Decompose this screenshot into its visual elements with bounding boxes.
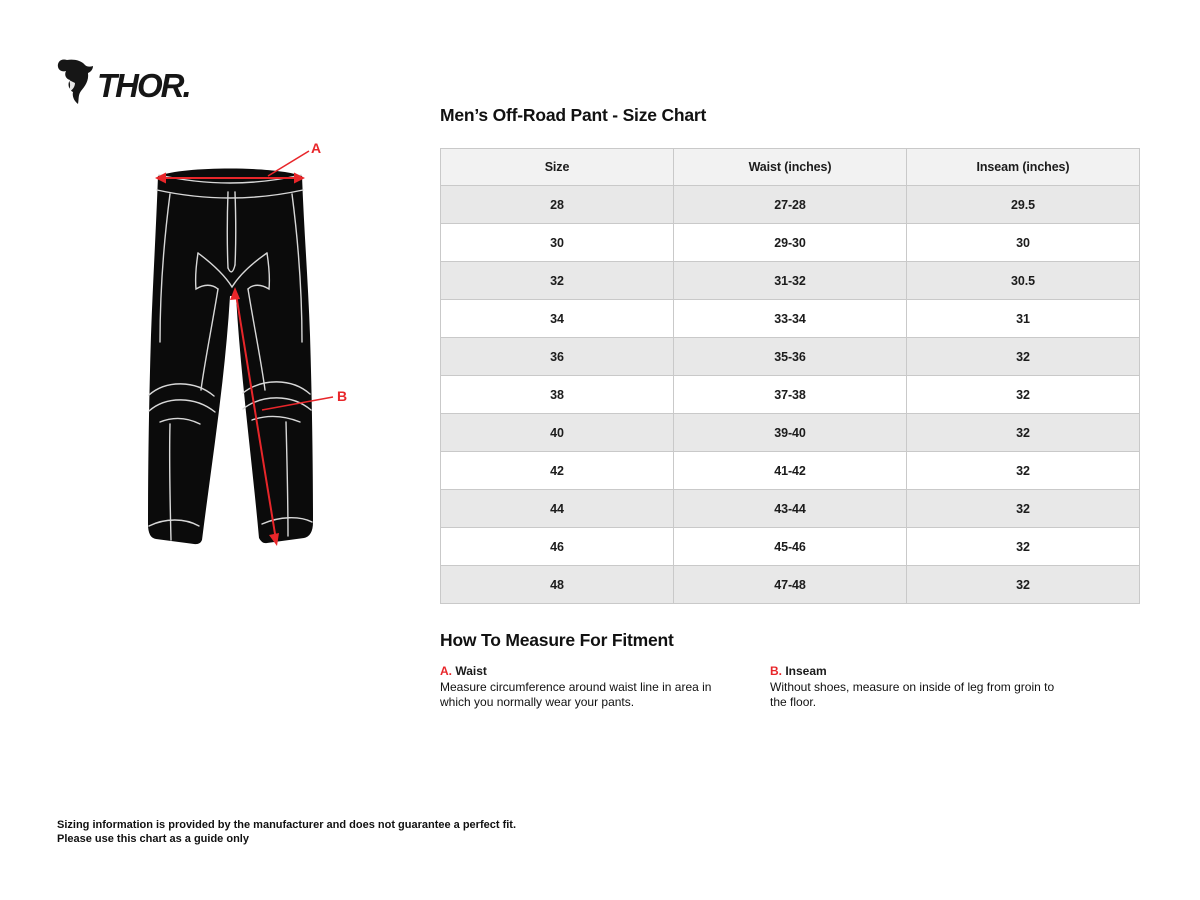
table-cell: 32 <box>907 414 1140 452</box>
table-row <box>441 414 1140 452</box>
table-row <box>441 262 1140 300</box>
table-cell: 35-36 <box>674 338 907 376</box>
column-header-inseam: Inseam (inches) <box>907 149 1140 186</box>
table-cell: 48 <box>441 566 674 604</box>
table-header-row <box>441 149 1140 186</box>
table-cell: 32 <box>907 528 1140 566</box>
table-cell: 30 <box>907 224 1140 262</box>
table-cell: 32 <box>907 452 1140 490</box>
measure-inseam-name: Inseam <box>785 664 827 678</box>
table-cell: 32 <box>907 566 1140 604</box>
measure-waist-name: Waist <box>455 664 487 678</box>
thor-logo <box>57 56 197 110</box>
table-cell: 29-30 <box>674 224 907 262</box>
pant-measurement-diagram <box>140 130 360 610</box>
inseam-measure-label: B <box>337 388 348 404</box>
size-table-wrap <box>440 148 1140 604</box>
pant-illustration <box>140 130 360 610</box>
table-cell: 31 <box>907 300 1140 338</box>
how-to-measure-section <box>440 630 1140 709</box>
table-cell: 36 <box>441 338 674 376</box>
page-title: Men’s Off-Road Pant - Size Chart <box>440 105 707 125</box>
table-row <box>441 452 1140 490</box>
table-cell: 45-46 <box>674 528 907 566</box>
table-row <box>441 300 1140 338</box>
measure-item-inseam <box>770 664 1100 709</box>
size-table <box>440 148 1140 604</box>
waist-measure-label: A <box>311 140 322 156</box>
table-row <box>441 186 1140 224</box>
table-cell: 32 <box>907 376 1140 414</box>
table-cell: 38 <box>441 376 674 414</box>
table-cell: 47-48 <box>674 566 907 604</box>
table-cell: 31-32 <box>674 262 907 300</box>
table-cell: 30 <box>441 224 674 262</box>
disclaimer-line-2: Please use this chart as a guide only <box>57 833 249 846</box>
table-cell: 46 <box>441 528 674 566</box>
waist-label-leader <box>268 151 309 176</box>
table-cell: 29.5 <box>907 186 1140 224</box>
measure-inseam-text: Without shoes, measure on inside of leg from groin to the floor. <box>770 680 1055 709</box>
thor-logo-graphic <box>57 56 197 110</box>
table-cell: 30.5 <box>907 262 1140 300</box>
measure-waist-text: Measure circumference around waist line in area in which you normally wear your pants. <box>440 680 712 709</box>
table-row <box>441 376 1140 414</box>
table-cell: 44 <box>441 490 674 528</box>
column-header-waist: Waist (inches) <box>674 149 907 186</box>
table-cell: 41-42 <box>674 452 907 490</box>
table-cell: 43-44 <box>674 490 907 528</box>
table-cell: 40 <box>441 414 674 452</box>
table-cell: 33-34 <box>674 300 907 338</box>
measure-inseam-label <box>770 664 1070 678</box>
table-cell: 39-40 <box>674 414 907 452</box>
thor-logo-text: THOR. <box>97 67 190 104</box>
measure-item-waist <box>440 664 770 709</box>
how-to-measure-heading: How To Measure For Fitment <box>440 630 674 650</box>
table-cell: 28 <box>441 186 674 224</box>
thor-ram-icon <box>58 59 93 104</box>
measure-inseam-prefix: B. <box>770 664 782 678</box>
table-row <box>441 490 1140 528</box>
table-cell: 32 <box>441 262 674 300</box>
table-cell: 34 <box>441 300 674 338</box>
pant-silhouette <box>148 169 313 545</box>
table-row <box>441 338 1140 376</box>
table-row <box>441 224 1140 262</box>
table-cell: 37-38 <box>674 376 907 414</box>
measure-waist-label <box>440 664 740 678</box>
table-cell: 27-28 <box>674 186 907 224</box>
table-cell: 42 <box>441 452 674 490</box>
table-cell: 32 <box>907 338 1140 376</box>
measure-waist-prefix: A. <box>440 664 452 678</box>
table-row <box>441 566 1140 604</box>
column-header-size: Size <box>441 149 674 186</box>
disclaimer <box>57 818 516 847</box>
table-cell: 32 <box>907 490 1140 528</box>
disclaimer-line-1: Sizing information is provided by the manufacturer and does not guarantee a perfect fit. <box>57 819 517 831</box>
size-table-body <box>441 186 1140 604</box>
table-row <box>441 528 1140 566</box>
